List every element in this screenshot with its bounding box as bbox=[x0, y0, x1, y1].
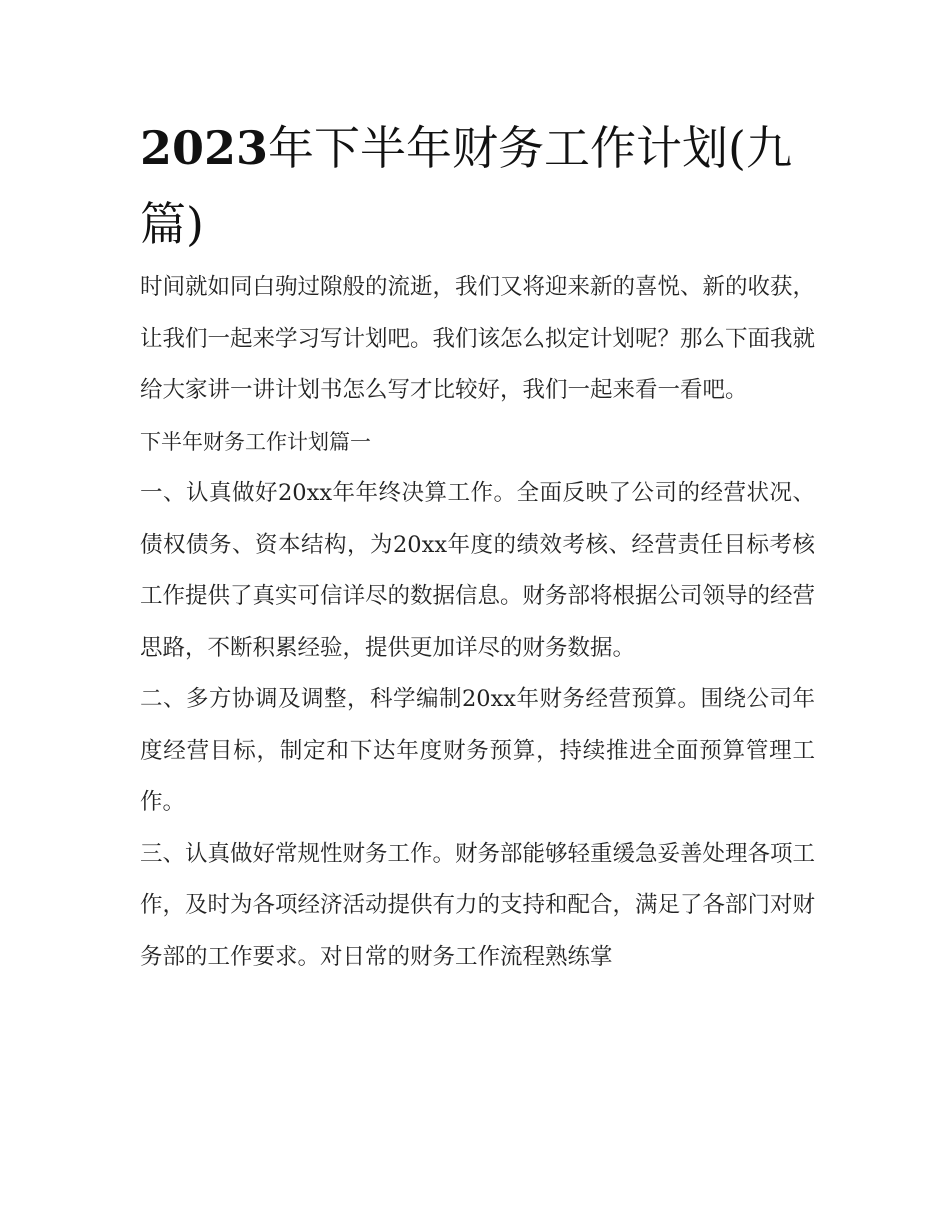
title-year: 2023 bbox=[140, 121, 269, 175]
body-paragraph: 二、多方协调及调整，科学编制20xx年财务经营预算。围绕公司年度经营目标，制定和下达年度财务预算，持续推进全面预算管理工作。 bbox=[140, 686, 815, 815]
document-title bbox=[140, 110, 815, 262]
body-paragraph: 一、认真做好20xx年年终决算工作。全面反映了公司的经营状况、债权债务、资本结构，为20xx年度的绩效考核、经营责任目标考核工作提供了真实可信详尽的数据信息。财务部将根据公司领导的经营思路，不断积累经验，提供更加详尽的财务数据。 bbox=[140, 480, 816, 661]
body-paragraph: 三、认真做好常规性财务工作。财务部能够轻重缓急妥善处理各项工作，及时为各项经济活动提供有力的支持和配合，满足了各部门对财务部的工作要求。对日常的财务工作流程熟练掌 bbox=[140, 840, 816, 970]
document-page bbox=[140, 110, 815, 983]
title-text: 年下半年财务工作计划(九篇) bbox=[140, 121, 792, 251]
section-heading: 下半年财务工作计划篇一 bbox=[140, 429, 371, 454]
intro-paragraph: 时间就如同白驹过隙般的流逝，我们又将迎来新的喜悦、新的收获，让我们一起来学习写计划吧。我们该怎么拟定计划呢？那么下面我就给大家讲一讲计划书怎么写才比较好，我们一起来看一看吧。 bbox=[140, 274, 816, 403]
